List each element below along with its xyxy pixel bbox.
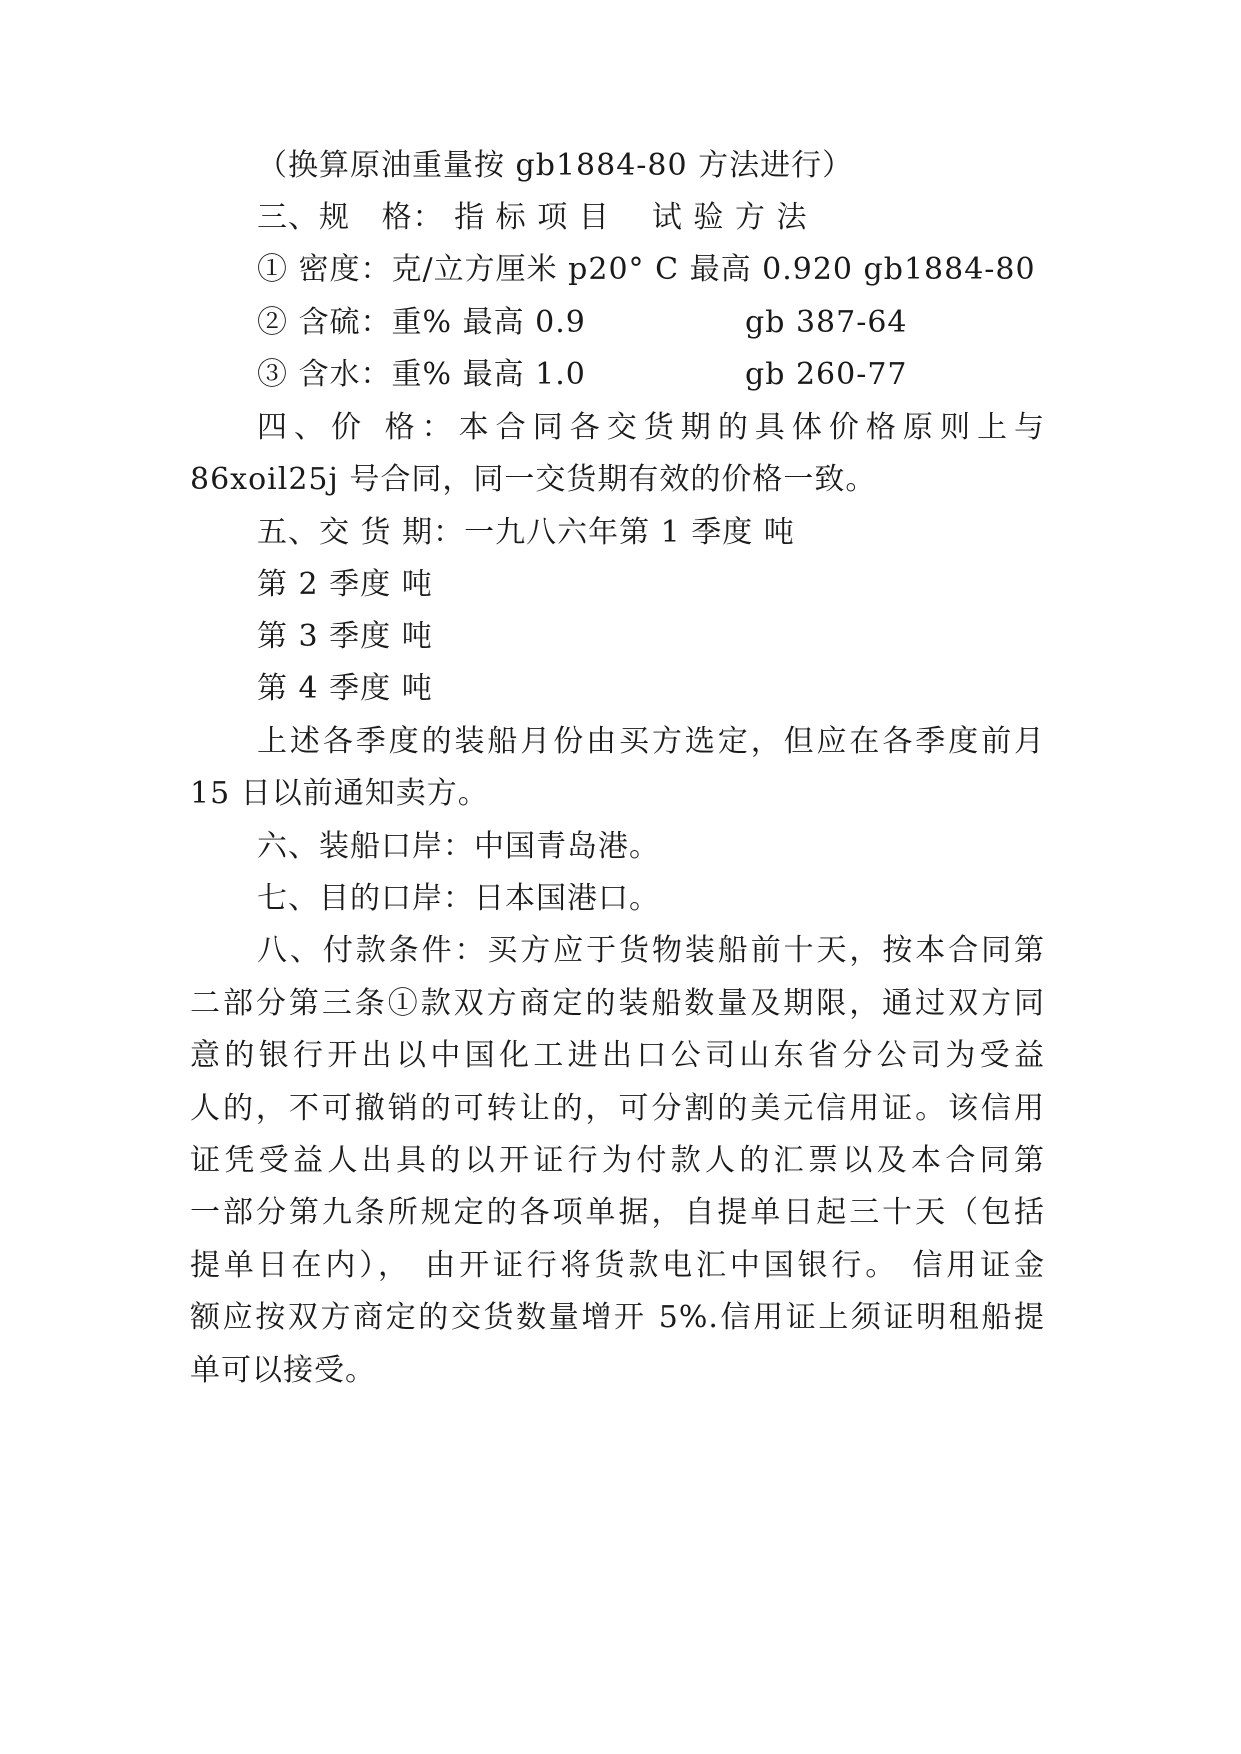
shipment-month-note-line-1: 上述各季度的装船月份由买方选定，但应在各季度前月 xyxy=(257,724,1045,759)
section-6-loading-port: 六、装船口岸：中国青岛港。 xyxy=(257,829,660,864)
spec-density-line: ① 密度：克/立方厘米 p20° C 最高 0.920 gb1884-80 xyxy=(257,252,1036,287)
section-8-payment-line-1: 八、付款条件：买方应于货物装船前十天，按本合同第 xyxy=(257,933,1045,968)
section-4-price-line-2: 86xoil25j 号合同，同一交货期有效的价格一致。 xyxy=(190,462,877,497)
section-8-payment-line-7: 提单日在内）， 由开证行将货款电汇中国银行。 信用证金 xyxy=(190,1248,1045,1283)
section-8-payment-line-4: 人的，不可撤销的可转让的，可分割的美元信用证。该信用 xyxy=(190,1091,1045,1126)
section-4-price-line-1: 四、价 格：本合同各交货期的具体价格原则上与 xyxy=(257,410,1045,445)
section-5-delivery-q1: 五、交 货 期：一九八六年第 1 季度 吨 xyxy=(257,515,795,550)
shipment-month-note-line-2: 15 日以前通知卖方。 xyxy=(190,776,489,811)
section-5-delivery-q3: 第 3 季度 吨 xyxy=(257,619,433,654)
spec-water-method: gb 260-77 xyxy=(745,357,908,392)
section-5-delivery-q2: 第 2 季度 吨 xyxy=(257,567,433,602)
section-8-payment-line-6: 一部分第九条所规定的各项单据，自提单日起三十天（包括 xyxy=(190,1195,1045,1230)
section-8-payment-line-9: 单可以接受。 xyxy=(190,1353,376,1388)
section-3-specification-heading: 三、规 格： 指 标 项 目 试 验 方 法 xyxy=(257,200,808,235)
spec-sulfur-method: gb 387-64 xyxy=(745,305,908,340)
section-8-payment-line-2: 二部分第三条①款双方商定的装船数量及期限，通过双方同 xyxy=(190,986,1045,1021)
section-5-delivery-q4: 第 4 季度 吨 xyxy=(257,671,433,706)
section-7-destination-port: 七、目的口岸：日本国港口。 xyxy=(257,881,660,916)
section-8-payment-line-5: 证凭受益人出具的以开证行为付款人的汇票以及本合同第 xyxy=(190,1143,1045,1178)
spec-water-line: ③ 含水：重% 最高 1.0 xyxy=(257,357,586,392)
section-8-payment-line-3: 意的银行开出以中国化工进出口公司山东省分公司为受益 xyxy=(190,1038,1045,1073)
conversion-note-line: （换算原油重量按 gb1884-80 方法进行） xyxy=(257,148,854,183)
spec-sulfur-line: ② 含硫：重% 最高 0.9 xyxy=(257,305,586,340)
section-8-payment-line-8: 额应按双方商定的交货数量增开 5%.信用证上须证明租船提 xyxy=(190,1300,1045,1335)
